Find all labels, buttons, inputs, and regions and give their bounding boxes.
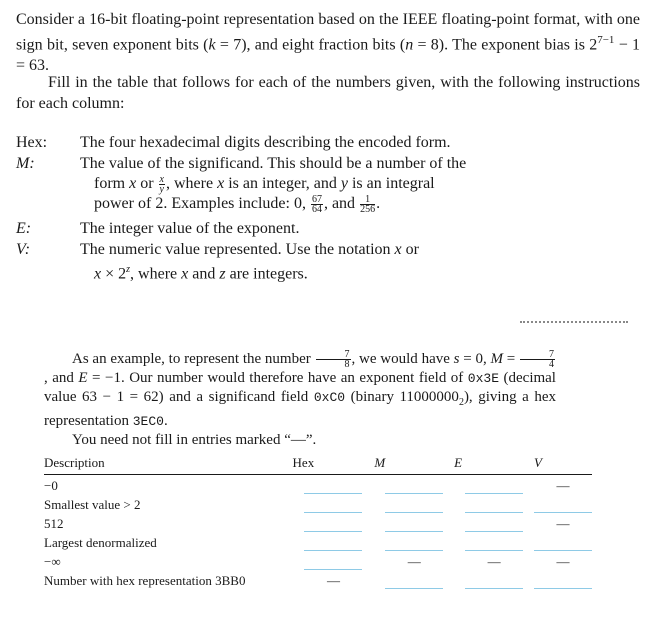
table-row bbox=[44, 494, 592, 513]
v-not-required-dash: — bbox=[556, 516, 570, 531]
row-description: −0 bbox=[44, 478, 58, 493]
instructions-paragraph: Fill in the table that follows for each of the numbers given, with the following instructions for each column: bbox=[16, 74, 640, 112]
table-row bbox=[44, 532, 592, 551]
m-answer-blank[interactable] bbox=[385, 495, 443, 513]
def-e-body: The integer value of the exponent. bbox=[80, 220, 300, 237]
v-not-required-dash: — bbox=[556, 478, 570, 493]
e-answer-blank[interactable] bbox=[465, 571, 523, 589]
m-answer-blank[interactable] bbox=[385, 514, 443, 532]
example-note: You need not fill in entries marked “—”. bbox=[72, 432, 317, 449]
def-e-term: E: bbox=[16, 220, 32, 237]
table-row bbox=[44, 570, 592, 589]
m-not-required-dash: — bbox=[407, 554, 421, 569]
table-row bbox=[44, 513, 592, 532]
m-answer-blank[interactable] bbox=[385, 533, 443, 551]
row-description: Largest denormalized bbox=[44, 535, 157, 550]
table-row bbox=[44, 475, 592, 495]
header-description: Description bbox=[44, 452, 293, 475]
e-answer-blank[interactable] bbox=[465, 514, 523, 532]
hex-answer-blank[interactable] bbox=[304, 476, 362, 494]
def-hex-term: Hex: bbox=[16, 134, 48, 151]
header-hex: Hex bbox=[293, 452, 375, 475]
def-m-body: The value of the significand. This should be a number of the form x or $\frac{x}{y}$ , where x is an integer, and y is an integral power of 2. Examples include: 0, $\frac{67}{64}$ , and $\frac{1}{256}$ . bbox=[80, 155, 467, 215]
e-answer-blank[interactable] bbox=[465, 533, 523, 551]
row-description: 512 bbox=[44, 516, 64, 531]
m-answer-blank[interactable] bbox=[385, 571, 443, 589]
e-answer-blank[interactable] bbox=[465, 495, 523, 513]
row-description: −∞ bbox=[44, 554, 61, 569]
hex-answer-blank[interactable] bbox=[304, 495, 362, 513]
e-answer-blank[interactable] bbox=[465, 476, 523, 494]
hex-answer-blank[interactable] bbox=[304, 533, 362, 551]
v-answer-blank[interactable] bbox=[534, 495, 592, 513]
header-v: V bbox=[534, 452, 592, 475]
header-m: M bbox=[374, 452, 454, 475]
def-v-body: The numeric value represented. Use the notation x or $x \times 2^z$, where x and z are integers. bbox=[80, 241, 419, 283]
v-answer-blank[interactable] bbox=[534, 533, 592, 551]
v-not-required-dash: — bbox=[556, 554, 570, 569]
row-description: Smallest value > 2 bbox=[44, 497, 141, 512]
table-header-row bbox=[44, 452, 592, 475]
table-row bbox=[44, 551, 592, 570]
answer-table bbox=[44, 452, 592, 589]
def-m-term: M: bbox=[16, 155, 35, 172]
e-not-required-dash: — bbox=[487, 554, 501, 569]
hex-answer-blank[interactable] bbox=[304, 514, 362, 532]
intro-paragraph: Consider a 16-bit floating-point representation based on the IEEE floating-point format, with one sign bit, seven exponent bits (k = 7), and eight fraction bits (n = 8). The exponent bias is $2^{7-1} - 1 = 63$. bbox=[16, 11, 641, 75]
def-hex-body: The four hexadecimal digits describing the encoded form. bbox=[80, 134, 451, 151]
example-paragraph: As an example, to represent the number $\frac{7}{8}$ , we would have s = 0, M = $\frac{7}{4}$ , and E = −1. Our number would therefore have an exponent field of 0x3E (decimal value 63 − 1 = 62) and a significand field 0xC0 (binary $11000000_2$), giving a hex representation 3EC0. You need not fill in entries marked “—”. bbox=[44, 349, 556, 449]
v-answer-blank[interactable] bbox=[534, 571, 592, 589]
m-answer-blank[interactable] bbox=[385, 476, 443, 494]
hex-answer-blank[interactable] bbox=[304, 552, 362, 570]
hex-not-required-dash: — bbox=[326, 573, 340, 588]
page-break-rule bbox=[520, 321, 628, 324]
row-description: Number with hex representation 3BB0 bbox=[44, 573, 246, 588]
def-v-term: V: bbox=[16, 241, 31, 258]
header-e: E bbox=[454, 452, 534, 475]
